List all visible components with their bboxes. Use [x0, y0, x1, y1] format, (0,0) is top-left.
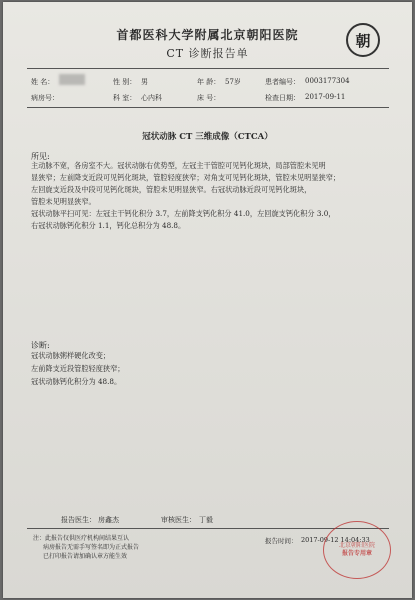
reviewer-label: 审核医生：: [161, 516, 196, 524]
footer-note: 已打印报告请加确认章方能生效: [43, 553, 128, 560]
findings-line: 右冠状动脉钙化积分 1.1，钙化总积分为 48.8。: [31, 221, 186, 230]
diagnosis-line: 冠状动脉钙化积分为 48.8。: [31, 377, 122, 386]
dept-value: 心内科: [141, 94, 162, 102]
reporter-name: 房鑫杰: [98, 516, 119, 524]
diagnosis-label: 诊断:: [31, 341, 50, 350]
patient-no-label: 患者编号：: [265, 78, 300, 86]
logo-char: 朝: [355, 31, 371, 50]
reporter-label: 报告医生：: [61, 516, 96, 524]
report-sheet: [3, 2, 412, 598]
hospital-logo-icon: [346, 23, 380, 57]
report-title: CT 诊断报告单: [166, 47, 249, 60]
hospital-stamp: [323, 521, 391, 579]
report-time-value: 2017-09-12 14:04:33: [301, 536, 370, 544]
dept-label: 科 室：: [113, 94, 137, 102]
age-value: 57岁: [225, 78, 241, 86]
gender-value: 男: [141, 78, 148, 86]
exam-date-label: 检查日期：: [265, 94, 300, 102]
findings-line: 管腔未见明显狭窄。: [31, 197, 96, 206]
findings-label: 所见:: [31, 152, 50, 161]
stamp-text: 报告专用章: [341, 550, 372, 557]
diagnosis-line: 冠状动脉粥样硬化改变；: [31, 351, 111, 360]
gender-label: 性 别：: [113, 78, 137, 86]
stamp-text: 北京朝阳医院: [338, 542, 375, 550]
findings-line: 主动脉不宽，各房室不大。冠状动脉右优势型，左冠主干管腔可见钙化斑块，局部管腔未见明: [31, 161, 326, 170]
ward-label: 病房号：: [31, 94, 59, 102]
exam-title: 冠状动脉 CT 三维成像（CTCA）: [142, 132, 273, 142]
hospital-name: 首都医科大学附属北京朝阳医院: [116, 28, 299, 42]
patient-no-value: 0003177304: [305, 77, 350, 85]
findings-line: 显狭窄；左前降支近段可见钙化斑块，管腔轻度狭窄；对角支可见钙化斑块，管腔未见明显狭窄；: [31, 173, 341, 182]
footer-note: 注：此报告仅供医疗机构间结果互认: [33, 535, 130, 542]
age-label: 年 龄：: [197, 78, 221, 86]
header-divider: [27, 68, 389, 69]
findings-line: 左回旋支近段及中段可见钙化斑块，管腔未见明显狭窄。右冠状动脉近段可见钙化斑块，: [31, 185, 312, 194]
name-redacted: [59, 74, 85, 85]
bed-label: 床 号：: [197, 94, 221, 102]
diagnosis-line: 左前降支近段管腔轻度狭窄；: [31, 364, 125, 373]
name-label: 姓 名：: [31, 78, 55, 86]
exam-date-value: 2017-09-11: [305, 93, 346, 101]
report-time-label: 报告时间：: [265, 537, 298, 545]
reviewer-name: 丁毅: [199, 516, 213, 524]
footer-note: 病房报告无需手写签名即为正式报告: [43, 544, 140, 551]
findings-line: 冠状动脉平扫可见：左冠主干钙化积分 3.7，左前降支钙化积分 41.0，左回旋支钙化积分 3.0，: [31, 209, 336, 218]
info-divider: [27, 107, 389, 108]
